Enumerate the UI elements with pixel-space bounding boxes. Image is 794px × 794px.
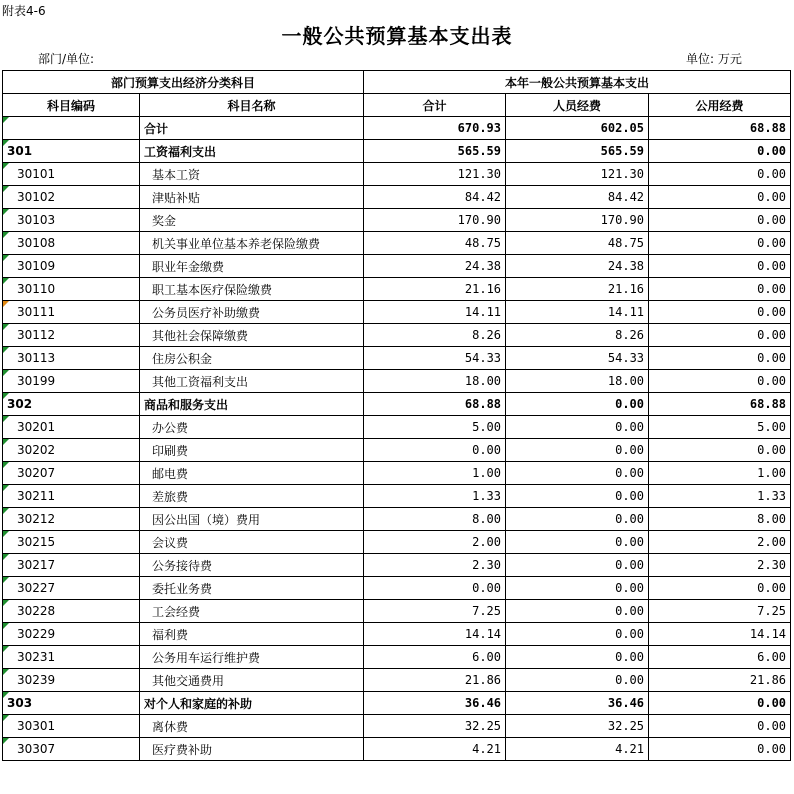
row-name: 公务员医疗补助缴费 <box>140 301 364 324</box>
table-row <box>3 531 791 554</box>
header-group-row <box>3 71 791 94</box>
row-personnel: 0.00 <box>506 623 649 646</box>
row-name: 工资福利支出 <box>140 140 364 163</box>
row-total: 32.25 <box>364 715 506 738</box>
row-public: 0.00 <box>649 738 791 761</box>
table-row <box>3 140 791 163</box>
row-personnel: 0.00 <box>506 554 649 577</box>
table-row <box>3 715 791 738</box>
header-group-right: 本年一般公共预算基本支出 <box>364 71 791 94</box>
row-total: 8.26 <box>364 324 506 347</box>
row-total: 121.30 <box>364 163 506 186</box>
table-row <box>3 485 791 508</box>
table-row <box>3 117 791 140</box>
row-code: 30111 <box>3 301 140 324</box>
row-name: 商品和服务支出 <box>140 393 364 416</box>
row-total: 21.16 <box>364 278 506 301</box>
row-personnel: 0.00 <box>506 646 649 669</box>
row-personnel: 0.00 <box>506 439 649 462</box>
row-public: 0.00 <box>649 186 791 209</box>
table-row <box>3 623 791 646</box>
row-personnel: 121.30 <box>506 163 649 186</box>
table-row <box>3 255 791 278</box>
row-code: 30307 <box>3 738 140 761</box>
row-public: 0.00 <box>649 347 791 370</box>
row-total: 5.00 <box>364 416 506 439</box>
table-row <box>3 347 791 370</box>
row-personnel: 14.11 <box>506 301 649 324</box>
row-public: 68.88 <box>649 393 791 416</box>
row-personnel: 0.00 <box>506 416 649 439</box>
row-public: 8.00 <box>649 508 791 531</box>
row-total: 170.90 <box>364 209 506 232</box>
row-total: 24.38 <box>364 255 506 278</box>
row-code <box>3 117 140 140</box>
row-code: 30212 <box>3 508 140 531</box>
row-public: 6.00 <box>649 646 791 669</box>
row-code: 30217 <box>3 554 140 577</box>
row-public: 0.00 <box>649 715 791 738</box>
row-name: 离休费 <box>140 715 364 738</box>
row-personnel: 18.00 <box>506 370 649 393</box>
header-group-left: 部门预算支出经济分类科目 <box>3 71 364 94</box>
row-personnel: 0.00 <box>506 485 649 508</box>
row-name: 办公费 <box>140 416 364 439</box>
row-personnel: 21.16 <box>506 278 649 301</box>
row-name: 因公出国（境）费用 <box>140 508 364 531</box>
row-code: 30108 <box>3 232 140 255</box>
row-code: 30231 <box>3 646 140 669</box>
header-total: 合计 <box>364 94 506 117</box>
row-code: 30102 <box>3 186 140 209</box>
table-row <box>3 232 791 255</box>
row-name: 职工基本医疗保险缴费 <box>140 278 364 301</box>
row-public: 2.00 <box>649 531 791 554</box>
row-name: 公务用车运行维护费 <box>140 646 364 669</box>
dept-label: 部门/单位: <box>38 52 95 66</box>
row-code: 30202 <box>3 439 140 462</box>
row-name: 津贴补贴 <box>140 186 364 209</box>
table-row <box>3 163 791 186</box>
row-total: 670.93 <box>364 117 506 140</box>
table-row <box>3 439 791 462</box>
row-code: 30211 <box>3 485 140 508</box>
row-name: 公务接待费 <box>140 554 364 577</box>
row-personnel: 8.26 <box>506 324 649 347</box>
row-name: 其他交通费用 <box>140 669 364 692</box>
row-code: 30229 <box>3 623 140 646</box>
row-personnel: 0.00 <box>506 462 649 485</box>
table-row <box>3 462 791 485</box>
table-row <box>3 577 791 600</box>
header-column-row <box>3 94 791 117</box>
row-personnel: 24.38 <box>506 255 649 278</box>
row-personnel: 0.00 <box>506 508 649 531</box>
header-name: 科目名称 <box>140 94 364 117</box>
table-row <box>3 508 791 531</box>
annex-label: 附表4-6 <box>2 4 46 18</box>
row-total: 48.75 <box>364 232 506 255</box>
row-total: 565.59 <box>364 140 506 163</box>
row-public: 1.33 <box>649 485 791 508</box>
row-code: 30112 <box>3 324 140 347</box>
row-code: 30301 <box>3 715 140 738</box>
row-total: 21.86 <box>364 669 506 692</box>
row-code: 30113 <box>3 347 140 370</box>
row-public: 7.25 <box>649 600 791 623</box>
row-code: 30103 <box>3 209 140 232</box>
row-name: 医疗费补助 <box>140 738 364 761</box>
row-personnel: 4.21 <box>506 738 649 761</box>
row-personnel: 0.00 <box>506 600 649 623</box>
row-name: 福利费 <box>140 623 364 646</box>
row-public: 2.30 <box>649 554 791 577</box>
row-public: 0.00 <box>649 301 791 324</box>
row-public: 0.00 <box>649 255 791 278</box>
row-personnel: 0.00 <box>506 531 649 554</box>
table-row <box>3 600 791 623</box>
table-row <box>3 370 791 393</box>
table-row <box>3 646 791 669</box>
row-code: 30110 <box>3 278 140 301</box>
row-personnel: 0.00 <box>506 669 649 692</box>
row-code: 301 <box>3 140 140 163</box>
row-code: 30101 <box>3 163 140 186</box>
row-name: 住房公积金 <box>140 347 364 370</box>
row-personnel: 84.42 <box>506 186 649 209</box>
row-public: 0.00 <box>649 278 791 301</box>
row-code: 30109 <box>3 255 140 278</box>
row-name: 奖金 <box>140 209 364 232</box>
page-title: 一般公共预算基本支出表 <box>281 24 513 48</box>
row-total: 2.30 <box>364 554 506 577</box>
row-name: 印刷费 <box>140 439 364 462</box>
row-code: 30215 <box>3 531 140 554</box>
row-public: 0.00 <box>649 577 791 600</box>
row-public: 0.00 <box>649 370 791 393</box>
header-public: 公用经费 <box>649 94 791 117</box>
row-public: 68.88 <box>649 117 791 140</box>
row-total: 4.21 <box>364 738 506 761</box>
table-row <box>3 301 791 324</box>
row-personnel: 0.00 <box>506 577 649 600</box>
row-total: 6.00 <box>364 646 506 669</box>
row-code: 30228 <box>3 600 140 623</box>
table-row <box>3 669 791 692</box>
row-total: 7.25 <box>364 600 506 623</box>
row-total: 14.11 <box>364 301 506 324</box>
row-code: 30239 <box>3 669 140 692</box>
row-total: 54.33 <box>364 347 506 370</box>
row-public: 5.00 <box>649 416 791 439</box>
row-public: 0.00 <box>649 439 791 462</box>
table-row <box>3 692 791 715</box>
row-personnel: 602.05 <box>506 117 649 140</box>
row-personnel: 0.00 <box>506 393 649 416</box>
row-personnel: 32.25 <box>506 715 649 738</box>
row-personnel: 48.75 <box>506 232 649 255</box>
row-total: 68.88 <box>364 393 506 416</box>
row-total: 1.33 <box>364 485 506 508</box>
row-name: 职业年金缴费 <box>140 255 364 278</box>
row-name: 机关事业单位基本养老保险缴费 <box>140 232 364 255</box>
row-code: 30201 <box>3 416 140 439</box>
row-name: 基本工资 <box>140 163 364 186</box>
row-total: 36.46 <box>364 692 506 715</box>
row-public: 0.00 <box>649 209 791 232</box>
row-total: 0.00 <box>364 577 506 600</box>
table-row <box>3 209 791 232</box>
row-total: 8.00 <box>364 508 506 531</box>
row-public: 1.00 <box>649 462 791 485</box>
row-total: 0.00 <box>364 439 506 462</box>
header-code: 科目编码 <box>3 94 140 117</box>
row-public: 0.00 <box>649 324 791 347</box>
row-total: 84.42 <box>364 186 506 209</box>
row-name: 差旅费 <box>140 485 364 508</box>
row-personnel: 565.59 <box>506 140 649 163</box>
row-name: 会议费 <box>140 531 364 554</box>
row-code: 303 <box>3 692 140 715</box>
row-public: 0.00 <box>649 163 791 186</box>
row-name: 其他工资福利支出 <box>140 370 364 393</box>
table-row <box>3 416 791 439</box>
budget-table <box>2 70 791 761</box>
row-code: 30227 <box>3 577 140 600</box>
row-name: 邮电费 <box>140 462 364 485</box>
row-public: 0.00 <box>649 232 791 255</box>
row-name: 合计 <box>140 117 364 140</box>
row-total: 18.00 <box>364 370 506 393</box>
unit-label: 单位: 万元 <box>686 52 742 66</box>
row-name: 对个人和家庭的补助 <box>140 692 364 715</box>
table-row <box>3 324 791 347</box>
table-row <box>3 186 791 209</box>
table-row <box>3 393 791 416</box>
row-public: 0.00 <box>649 140 791 163</box>
row-total: 2.00 <box>364 531 506 554</box>
row-name: 委托业务费 <box>140 577 364 600</box>
row-total: 1.00 <box>364 462 506 485</box>
row-name: 工会经费 <box>140 600 364 623</box>
row-personnel: 170.90 <box>506 209 649 232</box>
row-public: 14.14 <box>649 623 791 646</box>
table-row <box>3 278 791 301</box>
row-code: 30199 <box>3 370 140 393</box>
row-personnel: 54.33 <box>506 347 649 370</box>
row-total: 14.14 <box>364 623 506 646</box>
row-name: 其他社会保障缴费 <box>140 324 364 347</box>
row-public: 21.86 <box>649 669 791 692</box>
row-code: 30207 <box>3 462 140 485</box>
table-row <box>3 738 791 761</box>
row-public: 0.00 <box>649 692 791 715</box>
row-code: 302 <box>3 393 140 416</box>
header-personnel: 人员经费 <box>506 94 649 117</box>
row-personnel: 36.46 <box>506 692 649 715</box>
table-row <box>3 554 791 577</box>
